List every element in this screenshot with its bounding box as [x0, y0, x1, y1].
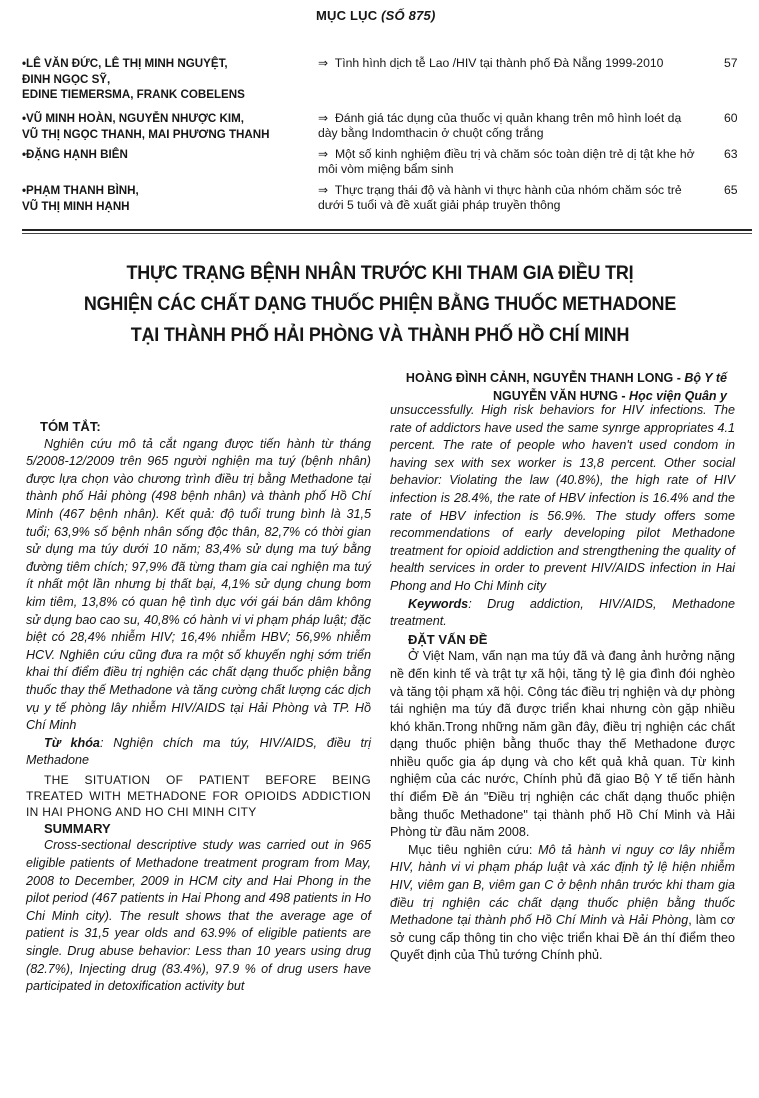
toc-title-text: Thực trạng thái độ và hành vi thực hành của nhóm chăm sóc trẻ dưới 5 tuổi và đề xuất giải pháp truyền thông — [318, 183, 682, 212]
arrow-right-icon: ⇒ — [318, 183, 329, 197]
keywords-vi-text: : Nghiện chích ma túy, HIV/AIDS, điều trị Methadone — [26, 735, 371, 768]
author-affiliation: Bộ Y tế — [684, 371, 727, 385]
left-column — [26, 418, 371, 996]
objectives-lead: Mục tiêu nghiên cứu: — [408, 842, 539, 857]
arrow-right-icon: ⇒ — [318, 111, 329, 125]
summary-body-part1: Cross-sectional descriptive study was carried out in 965 eligible patients of Methadone treatment program from May, 2008 to December, 2009 in HCM city and Hai Phong in the pilot period (467 patients in Hai Phong and 498 patients in Ho Chi Minh city). The result shows that the average age of patient is 31,5 year olds and 63.9% of eligible patients are single. Drug abuse behavior: Less than 10 years using drug (82.7%), Injecting drug (83.4%), 97.9 % of drug users have participated in detoxification activity but — [26, 838, 371, 994]
toc-entry-title — [318, 183, 703, 213]
intro-paragraph: Ở Việt Nam, vấn nạn ma túy đã và đang ảnh hưởng nặng nề đến kinh tế và trật tự xã hội, tăng tỷ lệ gia đình đói nghèo và tăng tội phạm xã hội. Công tác điều trị nghiện và dự phòng tái nghiện ma túy đã được triển khai nhưng còn gặp nhiều khó khăn.Trong những năm gần đây, điều trị nghiện các chất dạng thuốc phiện bằng thuốc thay thế Methadone được nhiều quốc gia áp dụng và cho kết quả khả quan. Từ kinh nghiệm của các nước, Chính phủ đã giao Bộ Y tế tiến hành thí điểm Đề án "Điều trị nghiện các chất dạng thuốc phiện bằng thuốc Methadone" tại thành phố Hồ Chí Minh và Hải Phòng từ đầu năm 2008. — [390, 649, 735, 840]
author-names: NGUYỄN VĂN HƯNG - — [492, 389, 630, 403]
toc-author-line: VŨ THỊ MINH HẠNH — [22, 199, 130, 213]
toc-author-line: •VŨ MINH HOÀN, NGUYỄN NHƯỢC KIM, — [22, 112, 244, 125]
toc-page-number: 60 — [724, 111, 738, 125]
toc-title-text: Một số kinh nghiệm điều trị và chăm sóc toàn diện trẻ dị tật khe hở môi vòm miệng bẩm sinh — [318, 147, 695, 176]
keywords-en — [390, 596, 735, 631]
section-divider — [22, 229, 752, 231]
toc-author-line: •PHẠM THANH BÌNH, — [22, 184, 139, 197]
toc-authors — [22, 56, 307, 103]
author-affiliation: Học viện Quân y — [629, 389, 727, 403]
toc-authors — [22, 111, 307, 142]
toc-author-line: ĐINH NGỌC SỸ, — [22, 72, 111, 86]
toc-entry-title — [318, 147, 703, 177]
toc-authors — [22, 183, 307, 214]
toc-page-number: 57 — [724, 56, 738, 70]
article-title-line: NGHIỆN CÁC CHẤT DẠNG THUỐC PHIỆN BẰNG THUỐC METHADONE — [83, 293, 677, 315]
right-column — [390, 402, 735, 965]
byline-primary — [406, 371, 727, 385]
abstract-body: Nghiên cứu mô tả cắt ngang được tiến hành từ tháng 5/2008-12/2009 trên 965 người nghiện ma tuý (bệnh nhân) được lựa chọn vào chương trình điều trị bằng Methadone tại thành phố Hải phòng (498 bệnh nhân) và thành phố Hồ Chí Minh (467 bệnh nhân). Kết quả: độ tuổi trung bình là 31,5 tuổi; 63,9% số bệnh nhân sống độc thân, 82,7% có thời gian sử dụng ma túy dưới 10 năm; 83,4% sử dụng ma tuý bằng đường tiêm chích; 97,9% đã từng tham gia cai nghiện ma tuý ít nhất một lần nhưng bị thất bại, 4,1% sử dụng chung bơm kim tiêm, 13,8% có quan hệ tình dục với gái bán dâm không sử dụng bao cao su, 40,8% có hành vi vi phạm pháp luật; đặc biệt có 28,4% nhiễm HIV; 16,4% nhiễm HBV; 56,9% nhiễm HCV. Nghiên cứu cũng đưa ra một số khuyến nghị sớm triển khai thí điểm điều trị nghiện các chất dạng thuốc phiện bằng thuốc thay thế Methadone và tăng cường chất lượng các dịch vụ y tế phòng lây nhiễm HIV/AIDS tại Hải Phòng và TP. Hồ Chí Minh — [26, 436, 371, 733]
toc-header-label: MỤC LỤC — [316, 8, 378, 23]
objectives-tail: , làm cơ sở cung cấp thông tin cho việc triển khai Đề án thí điểm theo Quyết định của Thủ tướng Chính phủ. — [390, 913, 735, 963]
section-divider-thin — [22, 233, 752, 234]
toc-title-text: Đánh giá tác dụng của thuốc vị quản khang trên mô hình loét dạ dày bằng Indomthacin ở chuột cống trắng — [318, 111, 682, 140]
keywords-vi-label: Từ khóa — [44, 735, 100, 750]
toc-author-line: •LÊ VĂN ĐỨC, LÊ THỊ MINH NGUYỆT, — [22, 57, 228, 70]
summary-heading: SUMMARY — [44, 820, 111, 836]
toc-author-line: VŨ THỊ NGỌC THANH, MAI PHƯƠNG THANH — [22, 127, 270, 141]
objectives-text: Mô tả hành vi nguy cơ lây nhiễm HIV, hành vi vi phạm pháp luật và xác định tỷ lệ hiện nhiễm HIV, viêm gan B, viêm gan C ở bệnh nhân trước khi tham gia điều trị nghiện các chất dạng thuốc phiện bằng thuốc Methadone tại thành phố Hồ Chí Minh và Hải Phòng — [390, 842, 735, 928]
summary-body-part2: unsuccessfully. High risk behaviors for HIV infections. The rate of addictors have used the same synrge appropriates 4.1 percent. The rate of people who haven't used condom in having sex with sex worker is 13,8 percent. Other social behavior: Violating the law (40.8%), the high rate of HIV infection is 28.4%, the rate of HBV infection is 16.4% and the rate of HBV infection is 56.9%. The study offers some recommendations of early developing pilot Methadone treatment for opioid addiction and strengthening the quality of health services in order to prevent HIV/AIDS infection in Hai Phong and Ho Chi Minh city — [390, 403, 735, 593]
toc-page-number: 63 — [724, 147, 738, 161]
byline-secondary — [493, 389, 727, 403]
keywords-en-text: : Drug addiction, HIV/AIDS, Methadone treatment. — [390, 596, 735, 629]
toc-author-line: EDINE TIEMERSMA, FRANK COBELENS — [22, 88, 245, 101]
objectives-paragraph — [390, 842, 735, 965]
english-title: THE SITUATION OF PATIENT BEFORE BEING TREATED WITH METHADONE FOR OPIOIDS ADDICTION IN HAI PHONG AND HO CHI MINH CITY — [26, 772, 371, 819]
keywords-vi — [26, 735, 371, 770]
toc-title-text: Tình hình dịch tễ Lao /HIV tại thành phố Đà Nẵng 1999-2010 — [334, 56, 664, 70]
toc-authors — [22, 147, 307, 163]
toc-issue-number: (SỐ 875) — [381, 8, 436, 23]
toc-entry-title — [318, 111, 703, 141]
article-title-line: TẠI THÀNH PHỐ HẢI PHÒNG VÀ THÀNH PHỐ HỒ CHÍ MINH — [130, 324, 630, 346]
arrow-right-icon: ⇒ — [318, 147, 329, 161]
article-title-line: THỰC TRẠNG BỆNH NHÂN TRƯỚC KHI THAM GIA ĐIỀU TRỊ — [126, 262, 634, 284]
toc-entry-title — [318, 56, 703, 71]
toc-page-number: 65 — [724, 183, 738, 197]
keywords-en-label: Keywords — [408, 596, 469, 611]
intro-heading: ĐẶT VẤN ĐỀ — [408, 631, 488, 647]
abstract-heading: TÓM TẮT: — [40, 419, 101, 434]
toc-author-line: •ĐẶNG HẠNH BIÊN — [22, 148, 128, 161]
toc-header — [316, 8, 436, 23]
arrow-right-icon: ⇒ — [318, 56, 329, 70]
article-title — [58, 258, 702, 351]
author-names: HOÀNG ĐÌNH CẢNH, NGUYỄN THANH LONG - — [405, 371, 685, 385]
